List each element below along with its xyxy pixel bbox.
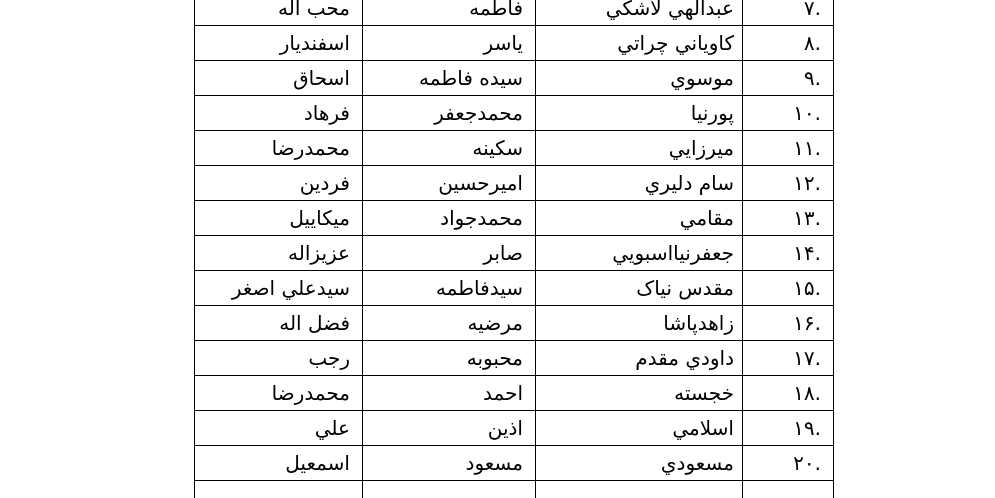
first-name-cell: اذين [363,411,536,446]
first-name-cell: سيده فاطمه [363,61,536,96]
first-name-cell: فاطمه [363,0,536,26]
last-name-cell: جعفرنيااسبويي [536,236,743,271]
row-number-cell: .۱۴ [743,236,834,271]
table-row [195,411,834,446]
row-number-cell: .۱۶ [743,306,834,341]
row-number-cell: .۱۱ [743,131,834,166]
row-number-cell: .۱۹ [743,411,834,446]
first-name-cell: مرضيه [363,306,536,341]
last-name-cell: ميرزايي [536,131,743,166]
first-name-cell: محمدجواد [363,201,536,236]
first-name-cell [363,481,536,498]
father-name-cell: اسفنديار [195,26,363,61]
table-row [195,306,834,341]
father-name-cell: فضل اله [195,306,363,341]
table-row [195,96,834,131]
father-name-cell: محمدرضا [195,376,363,411]
first-name-cell: محمدجعفر [363,96,536,131]
last-name-cell [536,481,743,498]
father-name-cell: علي [195,411,363,446]
first-name-cell: مسعود [363,446,536,481]
row-number-cell: .۱۵ [743,271,834,306]
father-name-cell: رجب [195,341,363,376]
row-number-cell: .۹ [743,61,834,96]
father-name-cell: اسحاق [195,61,363,96]
father-name-cell: فردين [195,166,363,201]
table-row [195,166,834,201]
first-name-cell: سيدفاطمه [363,271,536,306]
last-name-cell: مقامي [536,201,743,236]
father-name-cell: عزيزاله [195,236,363,271]
last-name-cell: پورنيا [536,96,743,131]
father-name-cell: محب اله [195,0,363,26]
row-number-cell: .۱۷ [743,341,834,376]
row-number-cell: .۱۲ [743,166,834,201]
last-name-cell: زاهدپاشا [536,306,743,341]
last-name-cell: موسوي [536,61,743,96]
father-name-cell [195,481,363,498]
table-row [195,0,834,26]
table-row [195,341,834,376]
row-number-cell: .۱۳ [743,201,834,236]
last-name-cell: خجسته [536,376,743,411]
table-row-cut-off [195,481,834,498]
names-table [194,0,834,498]
last-name-cell: عبدالهي لاشکي [536,0,743,26]
first-name-cell: صابر [363,236,536,271]
first-name-cell: ياسر [363,26,536,61]
father-name-cell: سيدعلي اصغر [195,271,363,306]
row-number-cell [743,481,834,498]
table-row [195,131,834,166]
first-name-cell: اميرحسين [363,166,536,201]
table-row [195,271,834,306]
names-table-body [195,0,834,498]
last-name-cell: سام دليري [536,166,743,201]
row-number-cell: .۲۰ [743,446,834,481]
table-row [195,201,834,236]
first-name-cell: سکينه [363,131,536,166]
father-name-cell: محمدرضا [195,131,363,166]
row-number-cell: .۱۸ [743,376,834,411]
row-number-cell: .۱۰ [743,96,834,131]
first-name-cell: احمد [363,376,536,411]
father-name-cell: اسمعيل [195,446,363,481]
last-name-cell: مسعودي [536,446,743,481]
first-name-cell: محبوبه [363,341,536,376]
father-name-cell: ميکاييل [195,201,363,236]
table-row [195,236,834,271]
table-row [195,61,834,96]
last-name-cell: مقدس نياک [536,271,743,306]
table-row [195,446,834,481]
row-number-cell: .۷ [743,0,834,26]
row-number-cell: .۸ [743,26,834,61]
last-name-cell: داودي مقدم [536,341,743,376]
last-name-cell: اسلامي [536,411,743,446]
father-name-cell: فرهاد [195,96,363,131]
table-row [195,376,834,411]
last-name-cell: کاوياني چراتي [536,26,743,61]
table-row [195,26,834,61]
